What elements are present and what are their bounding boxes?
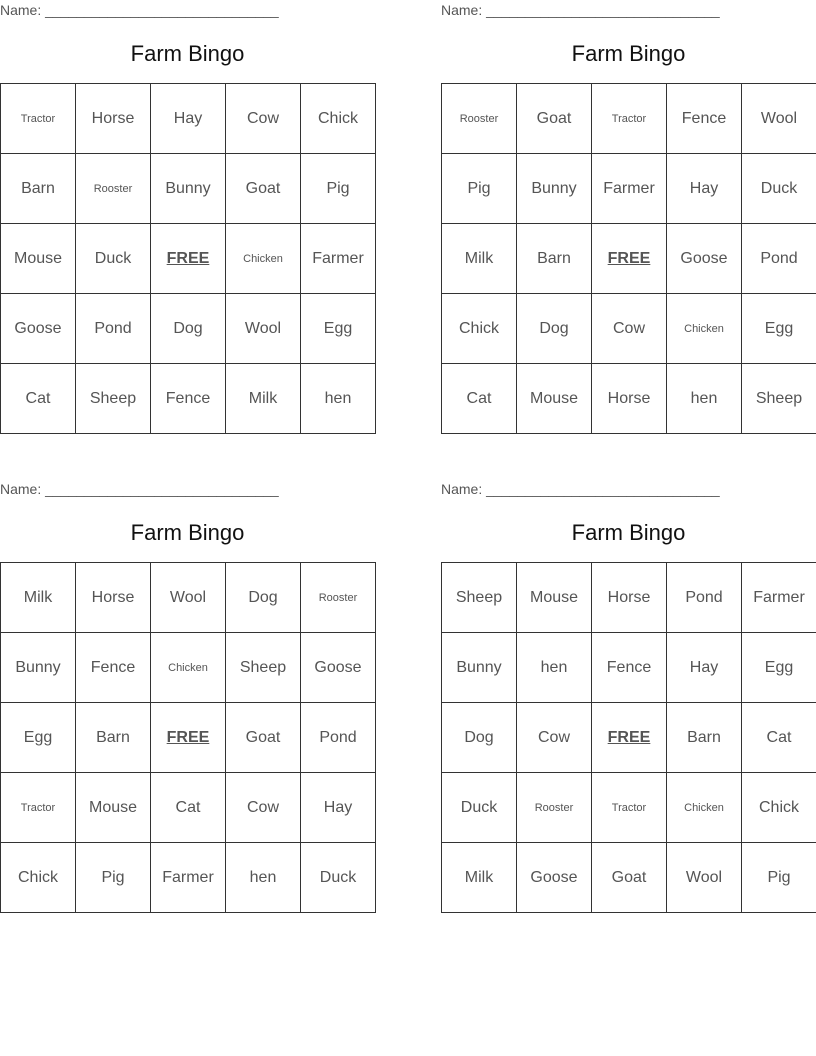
bingo-cell: Barn: [76, 703, 151, 773]
grid-row: [442, 633, 816, 703]
card-title: Farm Bingo: [130, 41, 245, 66]
grid-row: [442, 773, 816, 843]
bingo-cell: Barn: [1, 154, 76, 224]
free-space-cell: FREE: [592, 703, 667, 773]
bingo-cell: Pig: [76, 843, 151, 913]
bingo-cell: Goat: [517, 84, 592, 154]
bingo-cell: Goat: [592, 843, 667, 913]
bingo-cell: Cat: [742, 703, 816, 773]
bingo-cell: Mouse: [1, 224, 76, 294]
bingo-cell: Fence: [667, 84, 742, 154]
free-space-cell: FREE: [151, 224, 226, 294]
bingo-cell: Cow: [517, 703, 592, 773]
bingo-cell: Egg: [742, 294, 816, 364]
bingo-cell: hen: [226, 843, 301, 913]
bingo-cell: Goose: [667, 224, 742, 294]
bingo-cell: Wool: [226, 294, 301, 364]
grid-row: [1, 224, 376, 294]
bingo-cell: Dog: [442, 703, 517, 773]
bingo-cell: Sheep: [76, 364, 151, 434]
bingo-cell: Sheep: [226, 633, 301, 703]
bingo-cell: Dog: [226, 563, 301, 633]
bingo-cell: Goose: [301, 633, 376, 703]
card-title: Farm Bingo: [571, 41, 686, 66]
grid-row: [442, 224, 816, 294]
bingo-grid: [441, 562, 816, 913]
bingo-cell: Bunny: [1, 633, 76, 703]
bingo-cell: Milk: [442, 224, 517, 294]
free-space-cell: FREE: [592, 224, 667, 294]
bingo-cell: Tractor: [592, 84, 667, 154]
bingo-cell: Duck: [76, 224, 151, 294]
bingo-grid: [441, 83, 816, 434]
grid-row: [1, 563, 376, 633]
grid-row: [442, 364, 816, 434]
bingo-cell: Pond: [301, 703, 376, 773]
bingo-cell: Mouse: [76, 773, 151, 843]
bingo-cell: Bunny: [517, 154, 592, 224]
bingo-cell: Dog: [517, 294, 592, 364]
card-title: Farm Bingo: [130, 520, 245, 545]
bingo-cell: Cow: [226, 773, 301, 843]
bingo-cell: Duck: [301, 843, 376, 913]
bingo-cell: Rooster: [301, 563, 376, 633]
bingo-cell: Chick: [301, 84, 376, 154]
bingo-cell: Pond: [76, 294, 151, 364]
bingo-cell: Goat: [226, 703, 301, 773]
bingo-cell: Hay: [667, 154, 742, 224]
bingo-cell: Milk: [1, 563, 76, 633]
grid-row: [1, 154, 376, 224]
grid-row: [442, 84, 816, 154]
bingo-cell: Goose: [517, 843, 592, 913]
bingo-cell: Bunny: [442, 633, 517, 703]
bingo-cell: Wool: [667, 843, 742, 913]
bingo-cell: Goose: [1, 294, 76, 364]
bingo-cell: Sheep: [742, 364, 816, 434]
grid-row: [442, 843, 816, 913]
grid-row: [442, 703, 816, 773]
bingo-cell: Chick: [442, 294, 517, 364]
bingo-cell: Sheep: [442, 563, 517, 633]
bingo-grid: [0, 83, 376, 434]
bingo-cell: hen: [667, 364, 742, 434]
free-space-cell: FREE: [151, 703, 226, 773]
bingo-cell: Farmer: [742, 563, 816, 633]
bingo-cell: hen: [517, 633, 592, 703]
bingo-cell: Duck: [742, 154, 816, 224]
bingo-cell: Chick: [1, 843, 76, 913]
bingo-cell: Horse: [76, 84, 151, 154]
bingo-cell: Rooster: [517, 773, 592, 843]
bingo-cell: Chicken: [667, 294, 742, 364]
bingo-cell: Horse: [76, 563, 151, 633]
bingo-cell: Pig: [742, 843, 816, 913]
bingo-cell: Cow: [226, 84, 301, 154]
grid-row: [1, 294, 376, 364]
grid-row: [442, 294, 816, 364]
grid-row: [1, 703, 376, 773]
bingo-cell: Rooster: [442, 84, 517, 154]
bingo-cell: Pig: [442, 154, 517, 224]
bingo-cell: Hay: [667, 633, 742, 703]
bingo-cell: Wool: [151, 563, 226, 633]
bingo-cell: Barn: [517, 224, 592, 294]
grid-row: [1, 364, 376, 434]
bingo-cell: Hay: [151, 84, 226, 154]
bingo-cell: Egg: [1, 703, 76, 773]
bingo-cell: Farmer: [151, 843, 226, 913]
bingo-cell: Fence: [76, 633, 151, 703]
bingo-cell: Mouse: [517, 563, 592, 633]
bingo-cell: Duck: [442, 773, 517, 843]
bingo-cell: Pond: [667, 563, 742, 633]
bingo-cell: Farmer: [592, 154, 667, 224]
bingo-cell: Cow: [592, 294, 667, 364]
grid-row: [1, 633, 376, 703]
name-line: Name: ______________________________: [0, 2, 279, 18]
bingo-cell: Cat: [1, 364, 76, 434]
bingo-cell: Pig: [301, 154, 376, 224]
grid-row: [442, 154, 816, 224]
bingo-cell: Fence: [592, 633, 667, 703]
name-line: Name: ______________________________: [441, 2, 720, 18]
bingo-cell: hen: [301, 364, 376, 434]
card-title: Farm Bingo: [571, 520, 686, 545]
grid-row: [442, 563, 816, 633]
grid-row: [1, 84, 376, 154]
bingo-cell: Tractor: [592, 773, 667, 843]
bingo-cell: Dog: [151, 294, 226, 364]
bingo-cell: Cat: [151, 773, 226, 843]
bingo-cell: Egg: [742, 633, 816, 703]
grid-row: [1, 773, 376, 843]
grid-row: [1, 843, 376, 913]
bingo-cell: Milk: [442, 843, 517, 913]
bingo-cell: Chick: [742, 773, 816, 843]
bingo-cell: Mouse: [517, 364, 592, 434]
bingo-cell: Rooster: [76, 154, 151, 224]
bingo-cell: Chicken: [226, 224, 301, 294]
bingo-cell: Horse: [592, 563, 667, 633]
bingo-cell: Tractor: [1, 773, 76, 843]
bingo-grid: [0, 562, 376, 913]
bingo-cell: Fence: [151, 364, 226, 434]
name-line: Name: ______________________________: [0, 481, 279, 497]
bingo-cell: Wool: [742, 84, 816, 154]
bingo-cell: Milk: [226, 364, 301, 434]
bingo-cell: Goat: [226, 154, 301, 224]
bingo-cell: Chicken: [667, 773, 742, 843]
bingo-cell: Farmer: [301, 224, 376, 294]
bingo-cell: Chicken: [151, 633, 226, 703]
bingo-cell: Bunny: [151, 154, 226, 224]
bingo-cell: Horse: [592, 364, 667, 434]
bingo-cell: Pond: [742, 224, 816, 294]
bingo-cell: Hay: [301, 773, 376, 843]
name-line: Name: ______________________________: [441, 481, 720, 497]
bingo-cell: Cat: [442, 364, 517, 434]
bingo-cell: Tractor: [1, 84, 76, 154]
bingo-cell: Egg: [301, 294, 376, 364]
bingo-cell: Barn: [667, 703, 742, 773]
